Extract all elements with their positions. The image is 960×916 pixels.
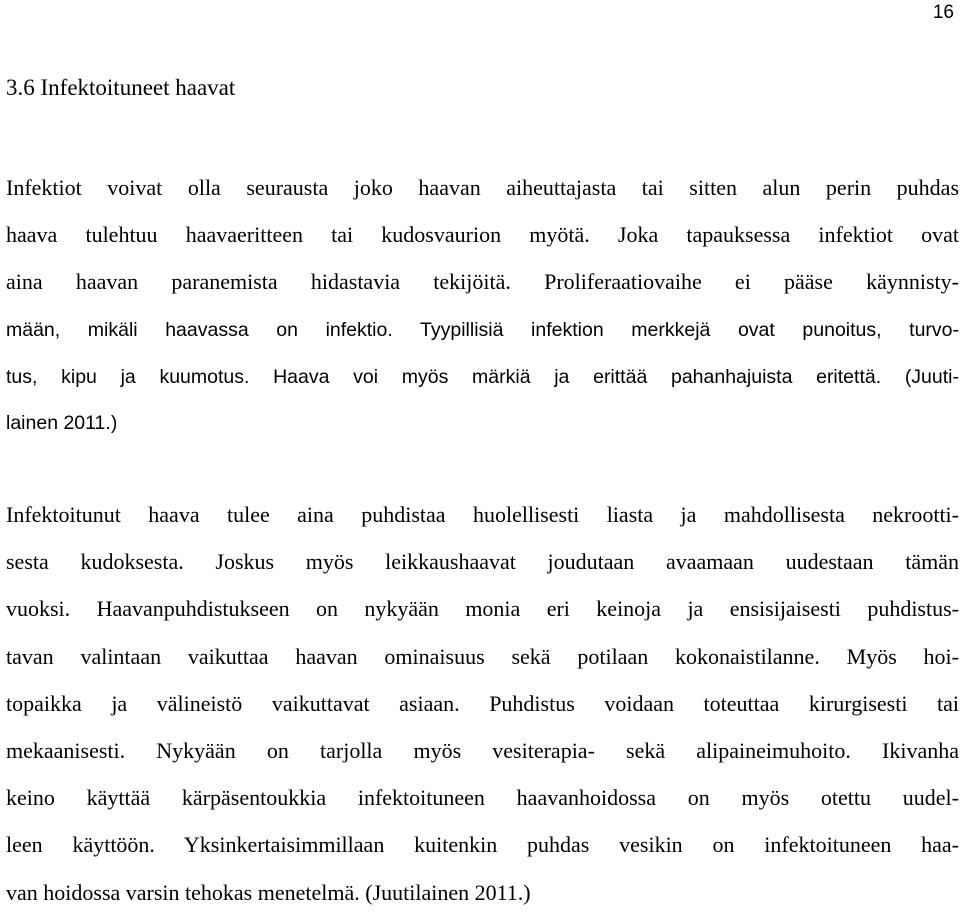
section-heading: 3.6 Infektoituneet haavat [6, 75, 236, 100]
paragraph-line: vuoksi. Haavanpuhdistukseen on nykyään monia eri keinoja ja ensisijaisesti puhdistus- [6, 596, 959, 622]
page-number: 16 [932, 2, 954, 23]
paragraph-line: haava tulehtuu haavaeritteen tai kudosvaurion myötä. Joka tapauksessa infektiot ovat [6, 222, 959, 248]
paragraph-line: sesta kudoksesta. Joskus myös leikkaushaavat joudutaan avaamaan uudestaan tämän [6, 549, 959, 575]
paragraph-2 [6, 491, 959, 916]
paragraph-1 [6, 164, 959, 447]
paragraph-line: keino käyttää kärpäsentoukkia infektoituneen haavanhoidossa on myös otettu uudel- [6, 785, 959, 811]
line-segment: aina haavan paranemista hidastavia tekijöitä. [6, 269, 545, 295]
paragraph-line: topaikka ja välineistö vaikuttavat asiaan. Puhdistus voidaan toteuttaa kirurgisesti tai [6, 690, 959, 716]
line-segment: mään, mikäli haavassa on infektio. [6, 318, 421, 341]
line-segment: tus, kipu ja kuumotus. [6, 365, 274, 388]
line-segment: Proliferaatiovaihe ei pääse käynnisty- [544, 269, 959, 295]
line-segment: Haava voi myös märkiä ja erittää pahanhajuista eritettä. (Juuti- [273, 365, 959, 388]
paragraph-line: Infektiot voivat olla seurausta joko haavan aiheuttajasta tai sitten alun perin puhdas [6, 175, 959, 200]
paragraph-line: van hoidossa varsin tehokas menetelmä. (Juutilainen 2011.) [6, 879, 531, 905]
paragraph-line: tavan valintaan vaikuttaa haavan ominaisuus sekä potilaan kokonaistilanne. Myös hoi- [6, 643, 959, 669]
paragraph-line [6, 258, 959, 305]
paragraph-line: Infektoitunut haava tulee aina puhdistaa huolellisesti liasta ja mahdollisesta nekrootti- [6, 502, 959, 527]
paragraph-line: leen käyttöön. Yksinkertaisimmillaan kuitenkin puhdas vesikin on infektoituneen haa- [6, 832, 959, 858]
paragraph-line [6, 306, 959, 353]
line-segment: Tyypillisiä infektion merkkejä ovat punoitus, turvo- [420, 318, 959, 341]
paragraph-line: mekaanisesti. Nykyään on tarjolla myös vesiterapia- sekä alipaineimuhoito. Ikivanha [6, 737, 959, 763]
paragraph-line: lainen 2011.) [6, 411, 118, 434]
paragraph-line [6, 353, 959, 400]
